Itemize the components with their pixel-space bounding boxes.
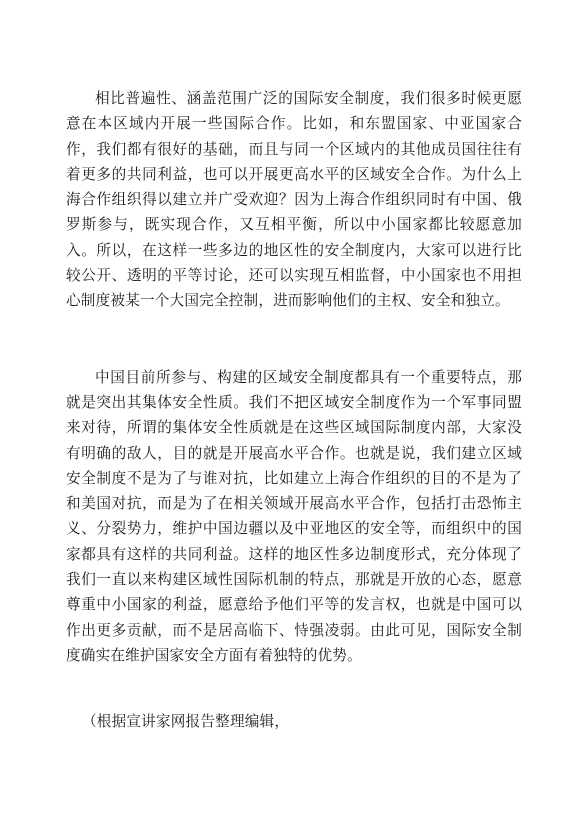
body-paragraph-2: 中国目前所参与、构建的区域安全制度都具有一个重要特点，那就是突出其集体安全性质。我们不把区域安全制度作为一个军事同盟来对待，所谓的集体安全性质就是在这些区域国际制度内部，大家没有明确的敌人，目的就是开展高水平合作。也就是说，我们建立区域安全制度不是为了与谁对抗，比如建立上海合作组织的目的不是为了和美国对抗，而是为了在相关领域开展高水平合作，包括打击恐怖主义、分裂势力，维护中国边疆以及中亚地区的安全等，而组织中的国家都具有这样的共同利益。这样的地区性多边制度形式，充分体现了我们一直以来构建区域性国际机制的特点，那就是开放的心态，愿意尊重中小国家的利益，愿意给予他们平等的发言权，也就是中国可以作出更多贡献，而不是居高临下、恃强凌弱。由此可见，国际安全制度确实在维护国家安全方面有着独特的优势。 (66, 368, 522, 664)
body-paragraph-1: 相比普遍性、涵盖范围广泛的国际安全制度，我们很多时候更愿意在本区域内开展一些国际合作。比如，和东盟国家、中亚国家合作，我们都有很好的基础，而且与同一个区域内的其他成员国往往有着更多的共同利益，也可以开展更高水平的区域安全合作。为什么上海合作组织得以建立并广受欢迎？因为上海合作组织同时有中国、俄罗斯参与，既实现合作，又互相平衡，所以中小国家都比较愿意加入。所以，在这样一些多边的地区性的安全制度内，大家可以进行比较公开、透明的平等讨论，还可以实现互相监督，中小国家也不用担心制度被某一个大国完全控制，进而影响他们的主权、安全和独立。 (66, 90, 522, 310)
source-note: （根据宣讲家网报告整理编辑， (82, 713, 290, 731)
